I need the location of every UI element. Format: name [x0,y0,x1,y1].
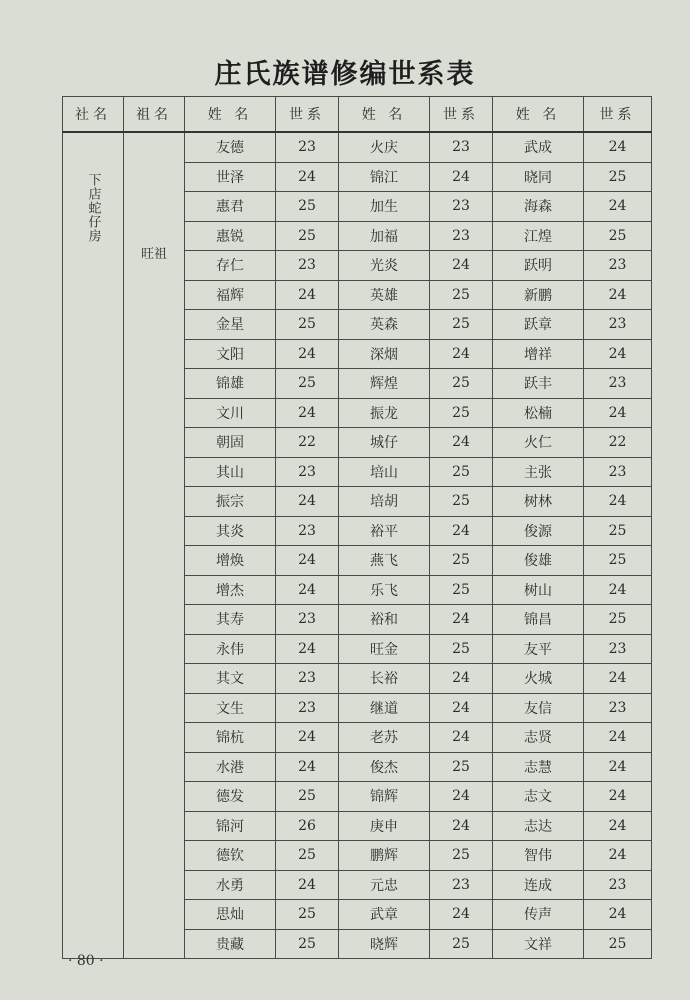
generation-cell: 25 [584,605,652,635]
person-name-cell: 锦杭 [185,723,276,753]
generation-cell: 25 [584,221,652,251]
generation-cell: 25 [430,487,493,517]
generation-cell: 25 [430,752,493,782]
person-name-cell: 文川 [185,398,276,428]
header-generation-3: 世系 [584,97,652,133]
generation-cell: 24 [276,162,339,192]
table-row [63,132,652,162]
generation-cell: 24 [430,900,493,930]
person-name-cell: 传声 [493,900,584,930]
header-name-3: 姓 名 [493,97,584,133]
person-name-cell: 乐飞 [339,575,430,605]
person-name-cell: 志贤 [493,723,584,753]
person-name-cell: 文生 [185,693,276,723]
generation-cell: 24 [430,162,493,192]
generation-cell: 24 [276,339,339,369]
person-name-cell: 长裕 [339,664,430,694]
generation-cell: 23 [276,132,339,162]
person-name-cell: 世泽 [185,162,276,192]
person-name-cell: 福辉 [185,280,276,310]
header-ancestor: 祖名 [124,97,185,133]
person-name-cell: 裕和 [339,605,430,635]
person-name-cell: 英森 [339,310,430,340]
person-name-cell: 火庆 [339,132,430,162]
person-name-cell: 跃明 [493,251,584,281]
person-name-cell: 朝固 [185,428,276,458]
generation-cell: 23 [584,457,652,487]
generation-cell: 24 [276,546,339,576]
generation-cell: 25 [430,841,493,871]
generation-cell: 25 [430,457,493,487]
generation-cell: 24 [584,664,652,694]
generation-cell: 24 [276,752,339,782]
person-name-cell: 武成 [493,132,584,162]
person-name-cell: 晓辉 [339,929,430,959]
person-name-cell: 松楠 [493,398,584,428]
person-name-cell: 裕平 [339,516,430,546]
person-name-cell: 锦昌 [493,605,584,635]
generation-cell: 25 [276,900,339,930]
person-name-cell: 文阳 [185,339,276,369]
branch-cell [63,132,124,959]
generation-cell: 24 [276,870,339,900]
generation-cell: 24 [430,251,493,281]
person-name-cell: 德钦 [185,841,276,871]
generation-cell: 24 [430,782,493,812]
person-name-cell: 继道 [339,693,430,723]
generation-cell: 24 [276,398,339,428]
generation-cell: 23 [276,605,339,635]
ancestor-name: 旺祖 [140,247,167,262]
person-name-cell: 俊源 [493,516,584,546]
person-name-cell: 光炎 [339,251,430,281]
person-name-cell: 金星 [185,310,276,340]
person-name-cell: 辉煌 [339,369,430,399]
person-name-cell: 德发 [185,782,276,812]
generation-cell: 24 [584,280,652,310]
generation-cell: 24 [584,192,652,222]
generation-cell: 25 [276,369,339,399]
person-name-cell: 锦河 [185,811,276,841]
generation-cell: 22 [584,428,652,458]
generation-cell: 25 [430,398,493,428]
person-name-cell: 友信 [493,693,584,723]
generation-cell: 25 [584,162,652,192]
person-name-cell: 英雄 [339,280,430,310]
generation-cell: 24 [276,634,339,664]
person-name-cell: 加生 [339,192,430,222]
generation-cell: 26 [276,811,339,841]
generation-cell: 25 [430,280,493,310]
person-name-cell: 锦江 [339,162,430,192]
generation-cell: 24 [584,723,652,753]
table-body [63,132,652,959]
person-name-cell: 树林 [493,487,584,517]
generation-cell: 24 [584,752,652,782]
generation-cell: 23 [584,369,652,399]
generation-cell: 24 [430,811,493,841]
generation-cell: 25 [430,310,493,340]
person-name-cell: 培山 [339,457,430,487]
person-name-cell: 其山 [185,457,276,487]
generation-cell: 24 [276,280,339,310]
person-name-cell: 存仁 [185,251,276,281]
generation-cell: 23 [430,221,493,251]
generation-cell: 23 [276,664,339,694]
page-number: · 80 · [68,953,104,969]
person-name-cell: 树山 [493,575,584,605]
generation-cell: 23 [276,516,339,546]
generation-cell: 23 [584,310,652,340]
person-name-cell: 振龙 [339,398,430,428]
generation-cell: 23 [430,870,493,900]
person-name-cell: 主张 [493,457,584,487]
person-name-cell: 志慧 [493,752,584,782]
person-name-cell: 新鹏 [493,280,584,310]
person-name-cell: 永伟 [185,634,276,664]
person-name-cell: 其炎 [185,516,276,546]
generation-cell: 24 [584,575,652,605]
person-name-cell: 连成 [493,870,584,900]
person-name-cell: 俊杰 [339,752,430,782]
person-name-cell: 水勇 [185,870,276,900]
person-name-cell: 智伟 [493,841,584,871]
generation-cell: 23 [584,693,652,723]
generation-cell: 25 [276,310,339,340]
person-name-cell: 旺金 [339,634,430,664]
person-name-cell: 文祥 [493,929,584,959]
person-name-cell: 思灿 [185,900,276,930]
person-name-cell: 锦雄 [185,369,276,399]
generation-cell: 25 [276,221,339,251]
person-name-cell: 跃丰 [493,369,584,399]
header-name-1: 姓 名 [185,97,276,133]
generation-cell: 24 [584,782,652,812]
person-name-cell: 惠君 [185,192,276,222]
generation-cell: 24 [584,487,652,517]
generation-cell: 25 [430,546,493,576]
person-name-cell: 友德 [185,132,276,162]
person-name-cell: 庚申 [339,811,430,841]
person-name-cell: 鹏辉 [339,841,430,871]
generation-cell: 24 [584,841,652,871]
generation-cell: 23 [430,132,493,162]
person-name-cell: 燕飞 [339,546,430,576]
generation-cell: 25 [276,841,339,871]
person-name-cell: 惠锐 [185,221,276,251]
generation-cell: 24 [430,339,493,369]
header-generation-2: 世系 [430,97,493,133]
generation-cell: 24 [430,693,493,723]
generation-cell: 24 [584,339,652,369]
generation-cell: 23 [584,870,652,900]
person-name-cell: 水港 [185,752,276,782]
header-row [63,97,652,133]
generation-cell: 23 [584,634,652,664]
person-name-cell: 友平 [493,634,584,664]
person-name-cell: 锦辉 [339,782,430,812]
person-name-cell: 海森 [493,192,584,222]
person-name-cell: 城仔 [339,428,430,458]
person-name-cell: 火仁 [493,428,584,458]
header-generation-1: 世系 [276,97,339,133]
person-name-cell: 火城 [493,664,584,694]
generation-cell: 22 [276,428,339,458]
generation-cell: 25 [430,369,493,399]
generation-cell: 25 [276,192,339,222]
generation-cell: 23 [430,192,493,222]
generation-cell: 25 [584,929,652,959]
person-name-cell: 老苏 [339,723,430,753]
generation-cell: 25 [276,929,339,959]
ancestor-cell [124,132,185,959]
generation-cell: 23 [276,457,339,487]
person-name-cell: 跃章 [493,310,584,340]
generation-cell: 24 [430,664,493,694]
person-name-cell: 江煌 [493,221,584,251]
generation-cell: 23 [276,693,339,723]
generation-cell: 23 [276,251,339,281]
person-name-cell: 加福 [339,221,430,251]
generation-cell: 23 [584,251,652,281]
generation-cell: 24 [430,428,493,458]
person-name-cell: 俊雄 [493,546,584,576]
branch-name: 下店蛇仔房 [85,173,101,243]
generation-cell: 25 [584,516,652,546]
person-name-cell: 志达 [493,811,584,841]
person-name-cell: 其文 [185,664,276,694]
header-branch: 社名 [63,97,124,133]
person-name-cell: 培胡 [339,487,430,517]
generation-cell: 24 [276,723,339,753]
genealogy-table [62,96,652,959]
person-name-cell: 振宗 [185,487,276,517]
generation-cell: 24 [584,132,652,162]
person-name-cell: 晓同 [493,162,584,192]
person-name-cell: 增祥 [493,339,584,369]
generation-cell: 24 [276,575,339,605]
header-name-2: 姓 名 [339,97,430,133]
person-name-cell: 元忠 [339,870,430,900]
person-name-cell: 增焕 [185,546,276,576]
person-name-cell: 增杰 [185,575,276,605]
person-name-cell: 其寿 [185,605,276,635]
generation-cell: 24 [584,811,652,841]
page-title: 庄氏族谱修编世系表 [214,59,476,90]
generation-cell: 25 [430,929,493,959]
person-name-cell: 深烟 [339,339,430,369]
person-name-cell: 志文 [493,782,584,812]
generation-cell: 24 [430,605,493,635]
person-name-cell: 武章 [339,900,430,930]
generation-cell: 24 [276,487,339,517]
generation-cell: 24 [584,900,652,930]
generation-cell: 25 [584,546,652,576]
generation-cell: 25 [430,634,493,664]
person-name-cell: 贵藏 [185,929,276,959]
generation-cell: 24 [430,516,493,546]
generation-cell: 25 [276,782,339,812]
generation-cell: 24 [430,723,493,753]
generation-cell: 25 [430,575,493,605]
generation-cell: 24 [584,398,652,428]
